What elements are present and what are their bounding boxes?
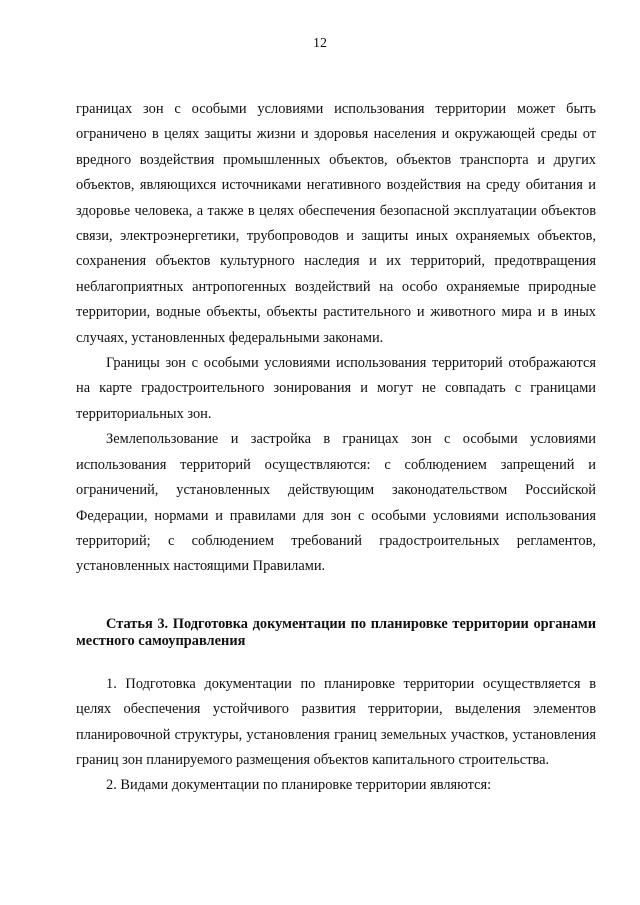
document-body [76,97,596,799]
paragraph-zone-boundaries: Границы зон с особыми условиями использования территорий отображаются на карте градостроительного зонирования и могут не совпадать с границами территориальных зон. [76,355,596,422]
page-number: 12 [313,36,327,51]
paragraph-continuation: границах зон с особыми условиями использования территории может быть ограничено в целях защиты жизни и здоровья населения и окружающей среды от вредного воздействия промышленных объектов, объектов транспорта и других объектов, являющихся источниками негативного воздействия на среду обитания и здоровье человека, а также в целях обеспечения безопасной эксплуатации объектов связи, электроэнергетики, трубопроводов и защиты иных охраняемых объектов, сохранения объектов культурного наследия и их территорий, предотвращения неблагоприятных антропогенных воздействий на особо охраняемые природные территории, водные объекты, объекты растительного и животного мира и в иных случаях, установленных федеральными законами. [76,101,596,346]
paragraph-land-use: Землепользование и застройка в границах зон с особыми условиями использования территорий осуществляются: с соблюдением запрещений и ограничений, установленных действующим законодательством Российской Федерации, нормами и правилами для зон с особыми условиями использования территорий; с соблюдением требований градостроительных регламентов, установленных настоящими Правилами. [76,431,596,575]
paragraph-item-2: 2. Видами документации по планировке территории являются: [106,777,492,794]
paragraph-item-1: 1. Подготовка документации по планировке территории осуществляется в целях обеспечения устойчивого развития территории, выделения элементов планировочной структуры, установления границ земельных участков, установления границ зон планируемого размещения объектов капитального строительства. [76,675,596,768]
article-heading: Статья 3. Подготовка документации по планировке территории органами местного самоуправления [76,615,596,649]
